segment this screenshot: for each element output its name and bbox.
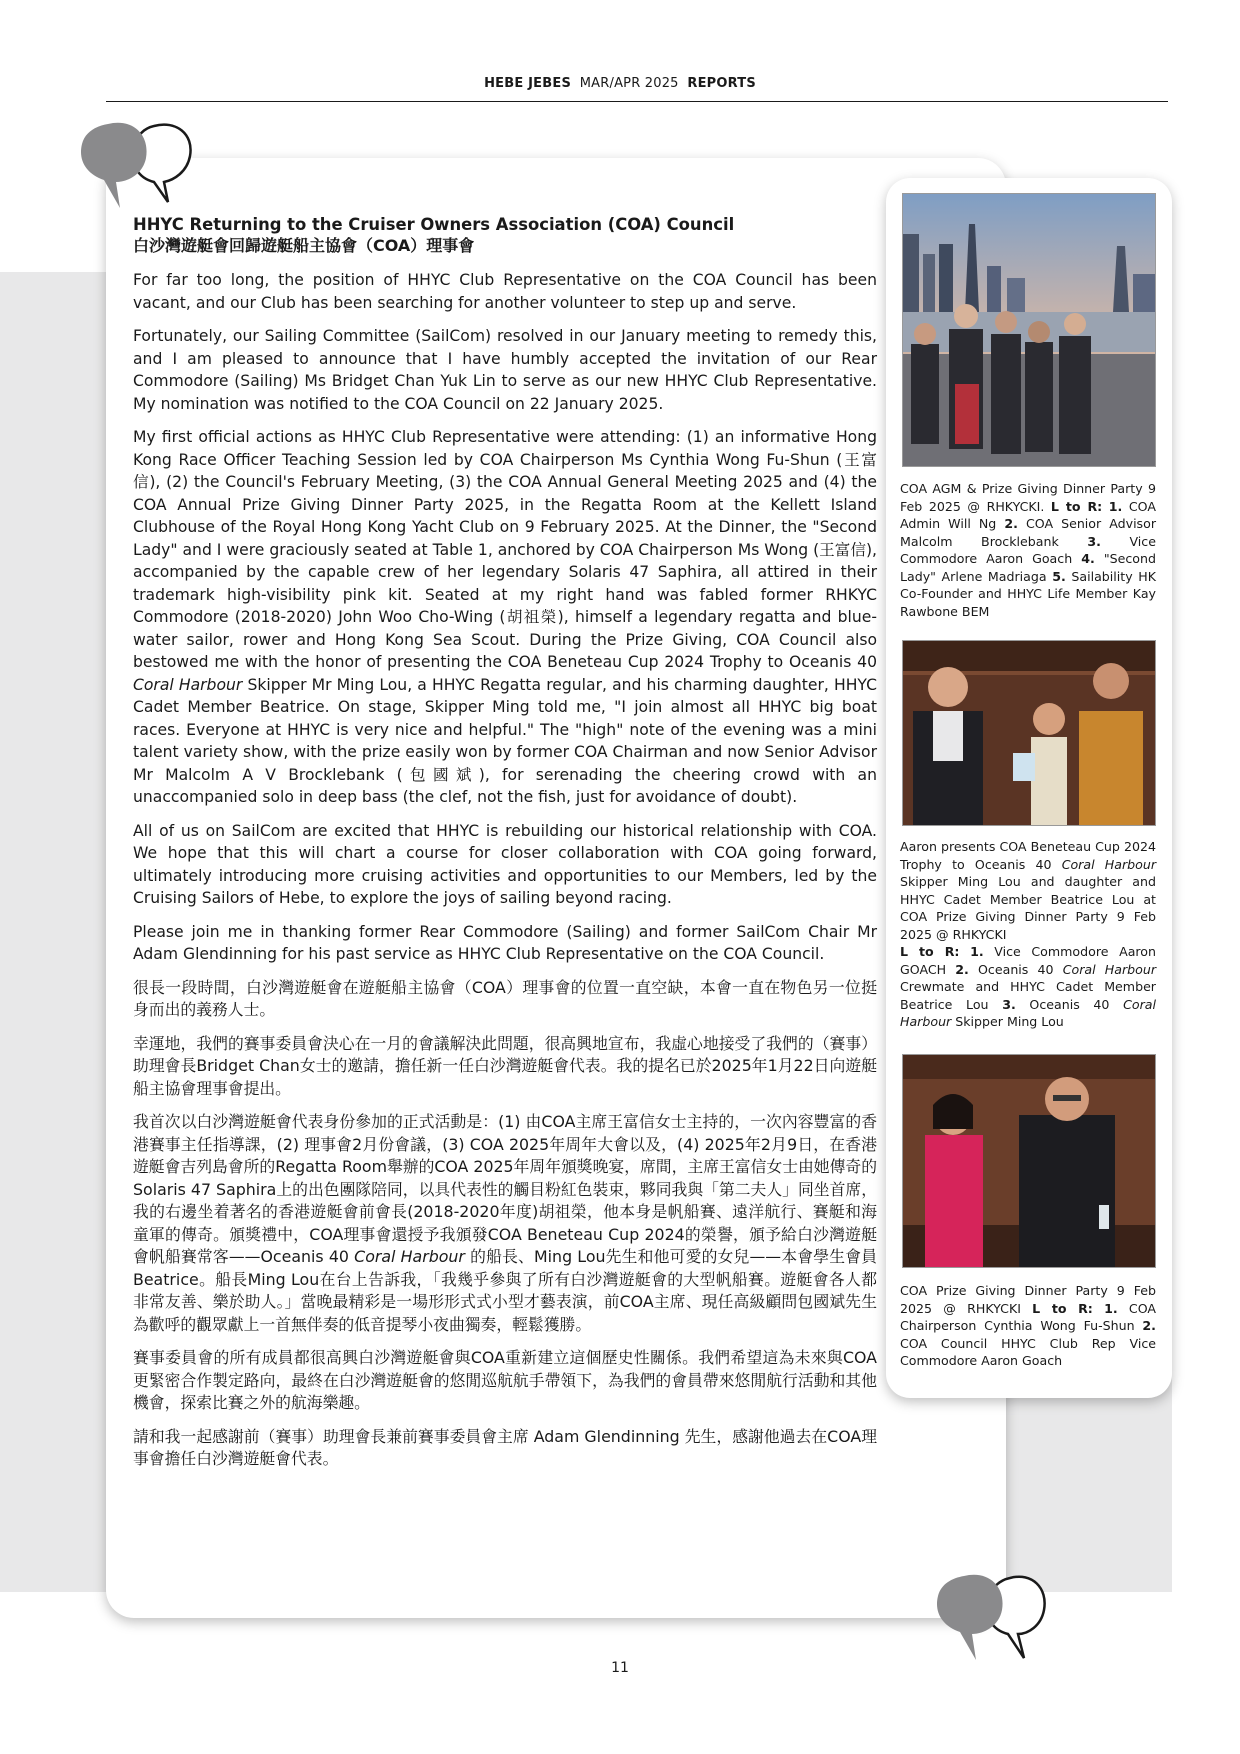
speech-quote-icon: [76, 116, 196, 216]
caption-2-person-2a: Oceanis 40: [978, 961, 1054, 977]
header-rule: [106, 101, 1168, 102]
caption-2-text-b: Skipper Ming Lou and daughter and HHYC Cadet Member Beatrice Lou at COA Prize Giving Dinner Party 9 Feb 2025 @ RHKYCKI: [900, 874, 1156, 942]
caption-1-person-4: "Second Lady" Arlene Madriaga: [900, 551, 1156, 584]
boat-name-zh: Coral Harbour: [354, 1247, 465, 1266]
photo-trophy-presentation-image: [903, 641, 1156, 826]
caption-photo-2: [900, 838, 1156, 1031]
caption-1-num-2: 2.: [1004, 516, 1018, 531]
paragraph-en-2: Fortunately, our Sailing Committee (SailCom) resolved in our January meeting to remedy this, and I am pleased to announce that I have humbly accepted the invitation of our Rear Commodore (Sailing) Ms Bridget Chan Yuk Lin to serve as our new HHYC Club Representative. My nomination was notified to the COA Council on 22 January 2025.: [133, 327, 877, 413]
caption-2-num-3: 3.: [1002, 996, 1016, 1012]
photo-chairperson-rep: [902, 1054, 1156, 1268]
caption-3-num-1: 1.: [1104, 1300, 1118, 1316]
caption-1-text: COA AGM & Prize Giving Dinner Party 9 Feb 2025 @ RHKYCKI.: [900, 481, 1156, 514]
paragraph-en-3: [133, 426, 877, 809]
running-header: [0, 76, 1240, 91]
caption-2-boat: Coral Harbour: [1061, 856, 1156, 872]
caption-1-person-5: Sailability HK Co-Founder and HHYC Life Member Kay Rawbone BEM: [900, 568, 1156, 619]
paragraph-zh-3: [133, 1111, 877, 1336]
caption-2-person-2-boat: Coral Harbour: [1062, 961, 1156, 977]
paragraph-en-4: All of us on SailCom are excited that HHYC is rebuilding our historical relationship with COA. We hope that this will chart a course for closer collaboration with COA going forward, ultimately introducing more cruising activities and opportunities to our Members, led by the Cruising Sailors of Hebe, to explore the joys of sailing beyond racing.: [133, 821, 877, 907]
issue-date: MAR/APR 2025: [579, 76, 679, 91]
caption-2-person-2b: Crewmate and HHYC Cadet Member Beatrice Lou: [900, 979, 1156, 1012]
caption-photo-3: [900, 1282, 1156, 1370]
caption-1-num-3: 3.: [1087, 533, 1101, 549]
caption-3-person-1: COA Chairperson Cynthia Wong Fu-Shun: [900, 1300, 1157, 1333]
paragraph-zh-1: 很長一段時間，白沙灣遊艇會在遊艇船主協會（COA）理事會的位置一直空缺，本會一直在物色另一位挺身而出的義務人士。: [133, 977, 877, 1019]
paragraph-zh-2: 幸運地，我們的賽事委員會決心在一月的會議解決此問題，很高興地宣布，我虛心地接受了我們的（賽事）助理會長Bridget Chan女士的邀請，擔任新一任白沙灣遊艇會代表。我的提名已於2025年1月22日向遊艇船主協會理事會提出。: [133, 1033, 877, 1098]
photo-group-harbour-image: [903, 194, 1156, 467]
caption-photo-1: [900, 480, 1156, 620]
article-body: [133, 214, 877, 1482]
caption-2-person-3a: Oceanis 40: [1029, 996, 1110, 1012]
article-title-zh: 白沙灣遊艇會回歸遊艇船主協會（COA）理事會: [133, 236, 475, 255]
caption-2-person-3-boat: Coral Harbour: [900, 996, 1156, 1029]
paragraph-en-1: For far too long, the position of HHYC Club Representative on the COA Council has been vacant, and our Club has been searching for another volunteer to step up and serve.: [133, 271, 877, 312]
photo-trophy-presentation: [902, 640, 1156, 826]
paragraph-zh-4: 賽事委員會的所有成員都很高興白沙灣遊艇會與COA重新建立這個歷史性關係。我們希望這為未來與COA更緊密合作製定路向，最終在白沙灣遊艇會的悠閒巡航航手帶領下，為我們的會員帶來悠閒航行活動和其他機會，探索比賽之外的航海樂趣。: [133, 1348, 877, 1412]
caption-2-person-1: Vice Commodore Aaron GOACH: [900, 944, 1156, 977]
caption-2-person-3b: Skipper Ming Lou: [955, 1014, 1064, 1029]
publication-name: HEBE JEBES: [484, 76, 572, 91]
caption-1-person-1: COA Admin Will Ng: [900, 498, 1156, 531]
caption-2-text-a: Aaron presents COA Beneteau Cup 2024 Trophy to Oceanis 40: [900, 839, 1156, 872]
photo-group-harbour: [902, 193, 1156, 467]
section-name: REPORTS: [687, 76, 756, 91]
caption-1-lr: L to R:: [1050, 498, 1103, 514]
caption-2-num-1: 1.: [970, 944, 984, 959]
caption-1-num-4: 4.: [1081, 551, 1095, 566]
caption-1-num-1: 1.: [1108, 498, 1123, 514]
caption-1-person-3: Vice Commodore Aaron Goach: [900, 533, 1156, 566]
boat-name: Coral Harbour: [133, 675, 243, 694]
photo-chairperson-rep-image: [903, 1055, 1156, 1268]
caption-3-person-2: COA Council HHYC Club Rep Vice Commodore Aaron Goach: [900, 1335, 1156, 1368]
caption-3-num-2: 2.: [1142, 1318, 1156, 1333]
paragraph-zh-3-part-b: 的船長、Ming Lou先生和他可愛的女兒——本會學生會員Beatrice。船長Ming Lou在台上告訴我，「我幾乎參與了所有白沙灣遊艇會的大型帆船賽。遊艇會各人都非常友善、樂於助人。」當晚最精彩是一場形形式式小型才藝表演，前COA主席、現任高級顧問包國斌先生為歡呼的觀眾獻上一首無伴奏的低音提琴小夜曲獨奏，輕鬆獲勝。: [133, 1247, 877, 1334]
paragraph-en-3-part-b: Skipper Mr Ming Lou, a HHYC Regatta regular, and his charming daughter, HHYC Cadet Member Beatrice. On stage, Skipper Ming told me, "I join almost all HHYC big boat races. Everyone at HHYC is very nice and helpful." The "high" note of the evening was a mini talent variety show, with the prize easily won by former COA Chairman and now Senior Advisor Mr Malcolm A V Brocklebank (包國斌), for serenading the cheering crowd with an unaccompanied solo in deep bass (the clef, not the fish, just for avoidance of doubt).: [133, 675, 877, 806]
caption-2-lr: L to R:: [900, 944, 960, 959]
paragraph-zh-5: 請和我一起感謝前（賽事）助理會長兼前賽事委員會主席 Adam Glendinning 先生，感謝他過去在COA理事會擔任白沙灣遊艇會代表。: [133, 1426, 877, 1468]
paragraph-zh-3-part-a: 我首次以白沙灣遊艇會代表身份參加的正式活動是：(1) 由COA主席王富信女士主持的，一次內容豐富的香港賽事主任指導課，(2) 理事會2月份會議，(3) COA 2025年周年大會以及，(4) 2025年2月9日，在香港遊艇會吉列島會所的Regatta Room舉辦的COA 2025年周年頒獎晚宴，席間，主席王富信女士由她傳奇的Solaris 47 Saphira上的出色團隊陪同，以具代表性的觸目粉紅色裝束，夥同我與「第二夫人」同坐首席，我的右邊坐着著名的香港遊艇會前會長(2018-2020年度)胡祖榮，他本身是帆船賽、遠洋航行、賽艇和海童軍的傳奇。頒獎禮中，COA理事會還授予我頒發COA Beneteau Cup 2024的榮譽，頒予給白沙灣遊艇會帆船賽常客——Oceanis 40: [133, 1112, 877, 1266]
caption-3-text: COA Prize Giving Dinner Party 9 Feb 2025 @ RHKYCKI: [900, 1283, 1156, 1316]
caption-1-person-2: COA Senior Advisor Malcolm Brocklebank: [900, 516, 1157, 549]
caption-1-num-5: 5.: [1052, 568, 1066, 584]
caption-2-num-2: 2.: [955, 961, 969, 977]
paragraph-en-5: Please join me in thanking former Rear Commodore (Sailing) and former SailCom Chair Mr Adam Glendinning for his past service as HHYC Club Representative on the COA Council.: [133, 922, 877, 963]
caption-3-lr: L to R:: [1032, 1300, 1093, 1316]
article-title-en: HHYC Returning to the Cruiser Owners Association (COA) Council: [133, 215, 735, 234]
page-number: 11: [611, 1660, 629, 1676]
paragraph-en-3-part-a: My first official actions as HHYC Club Representative were attending: (1) an informative Hong Kong Race Officer Teaching Session led by COA Chairperson Ms Cynthia Wong Fu-Shun (王富信), (2) the Council's February Meeting, (3) the COA Annual General Meeting 2025 and (4) the COA Annual Prize Giving Dinner Party 2025, in the Regatta Room at the Kellett Island Clubhouse of the Royal Hong Kong Yacht Club on 9 February 2025. At the Dinner, the "Second Lady" and I were graciously seated at Table 1, anchored by COA Chairperson Ms Wong (王富信), accompanied by the capable crew of her legendary Solaris 47 Saphira, all attired in their trademark high-visibility pink kit. Seated at my right hand was fabled former RHKYC Commodore (2018-2020) John Woo Cho-Wing (胡祖榮), himself a legendary regatta and blue-water sailor, rower and Hong Kong Sea Scout. During the Prize Giving, COA Council also bestowed me with the honor of presenting the COA Beneteau Cup 2024 Trophy to Oceanis 40: [133, 428, 877, 671]
speech-quote-icon: [930, 1568, 1050, 1668]
